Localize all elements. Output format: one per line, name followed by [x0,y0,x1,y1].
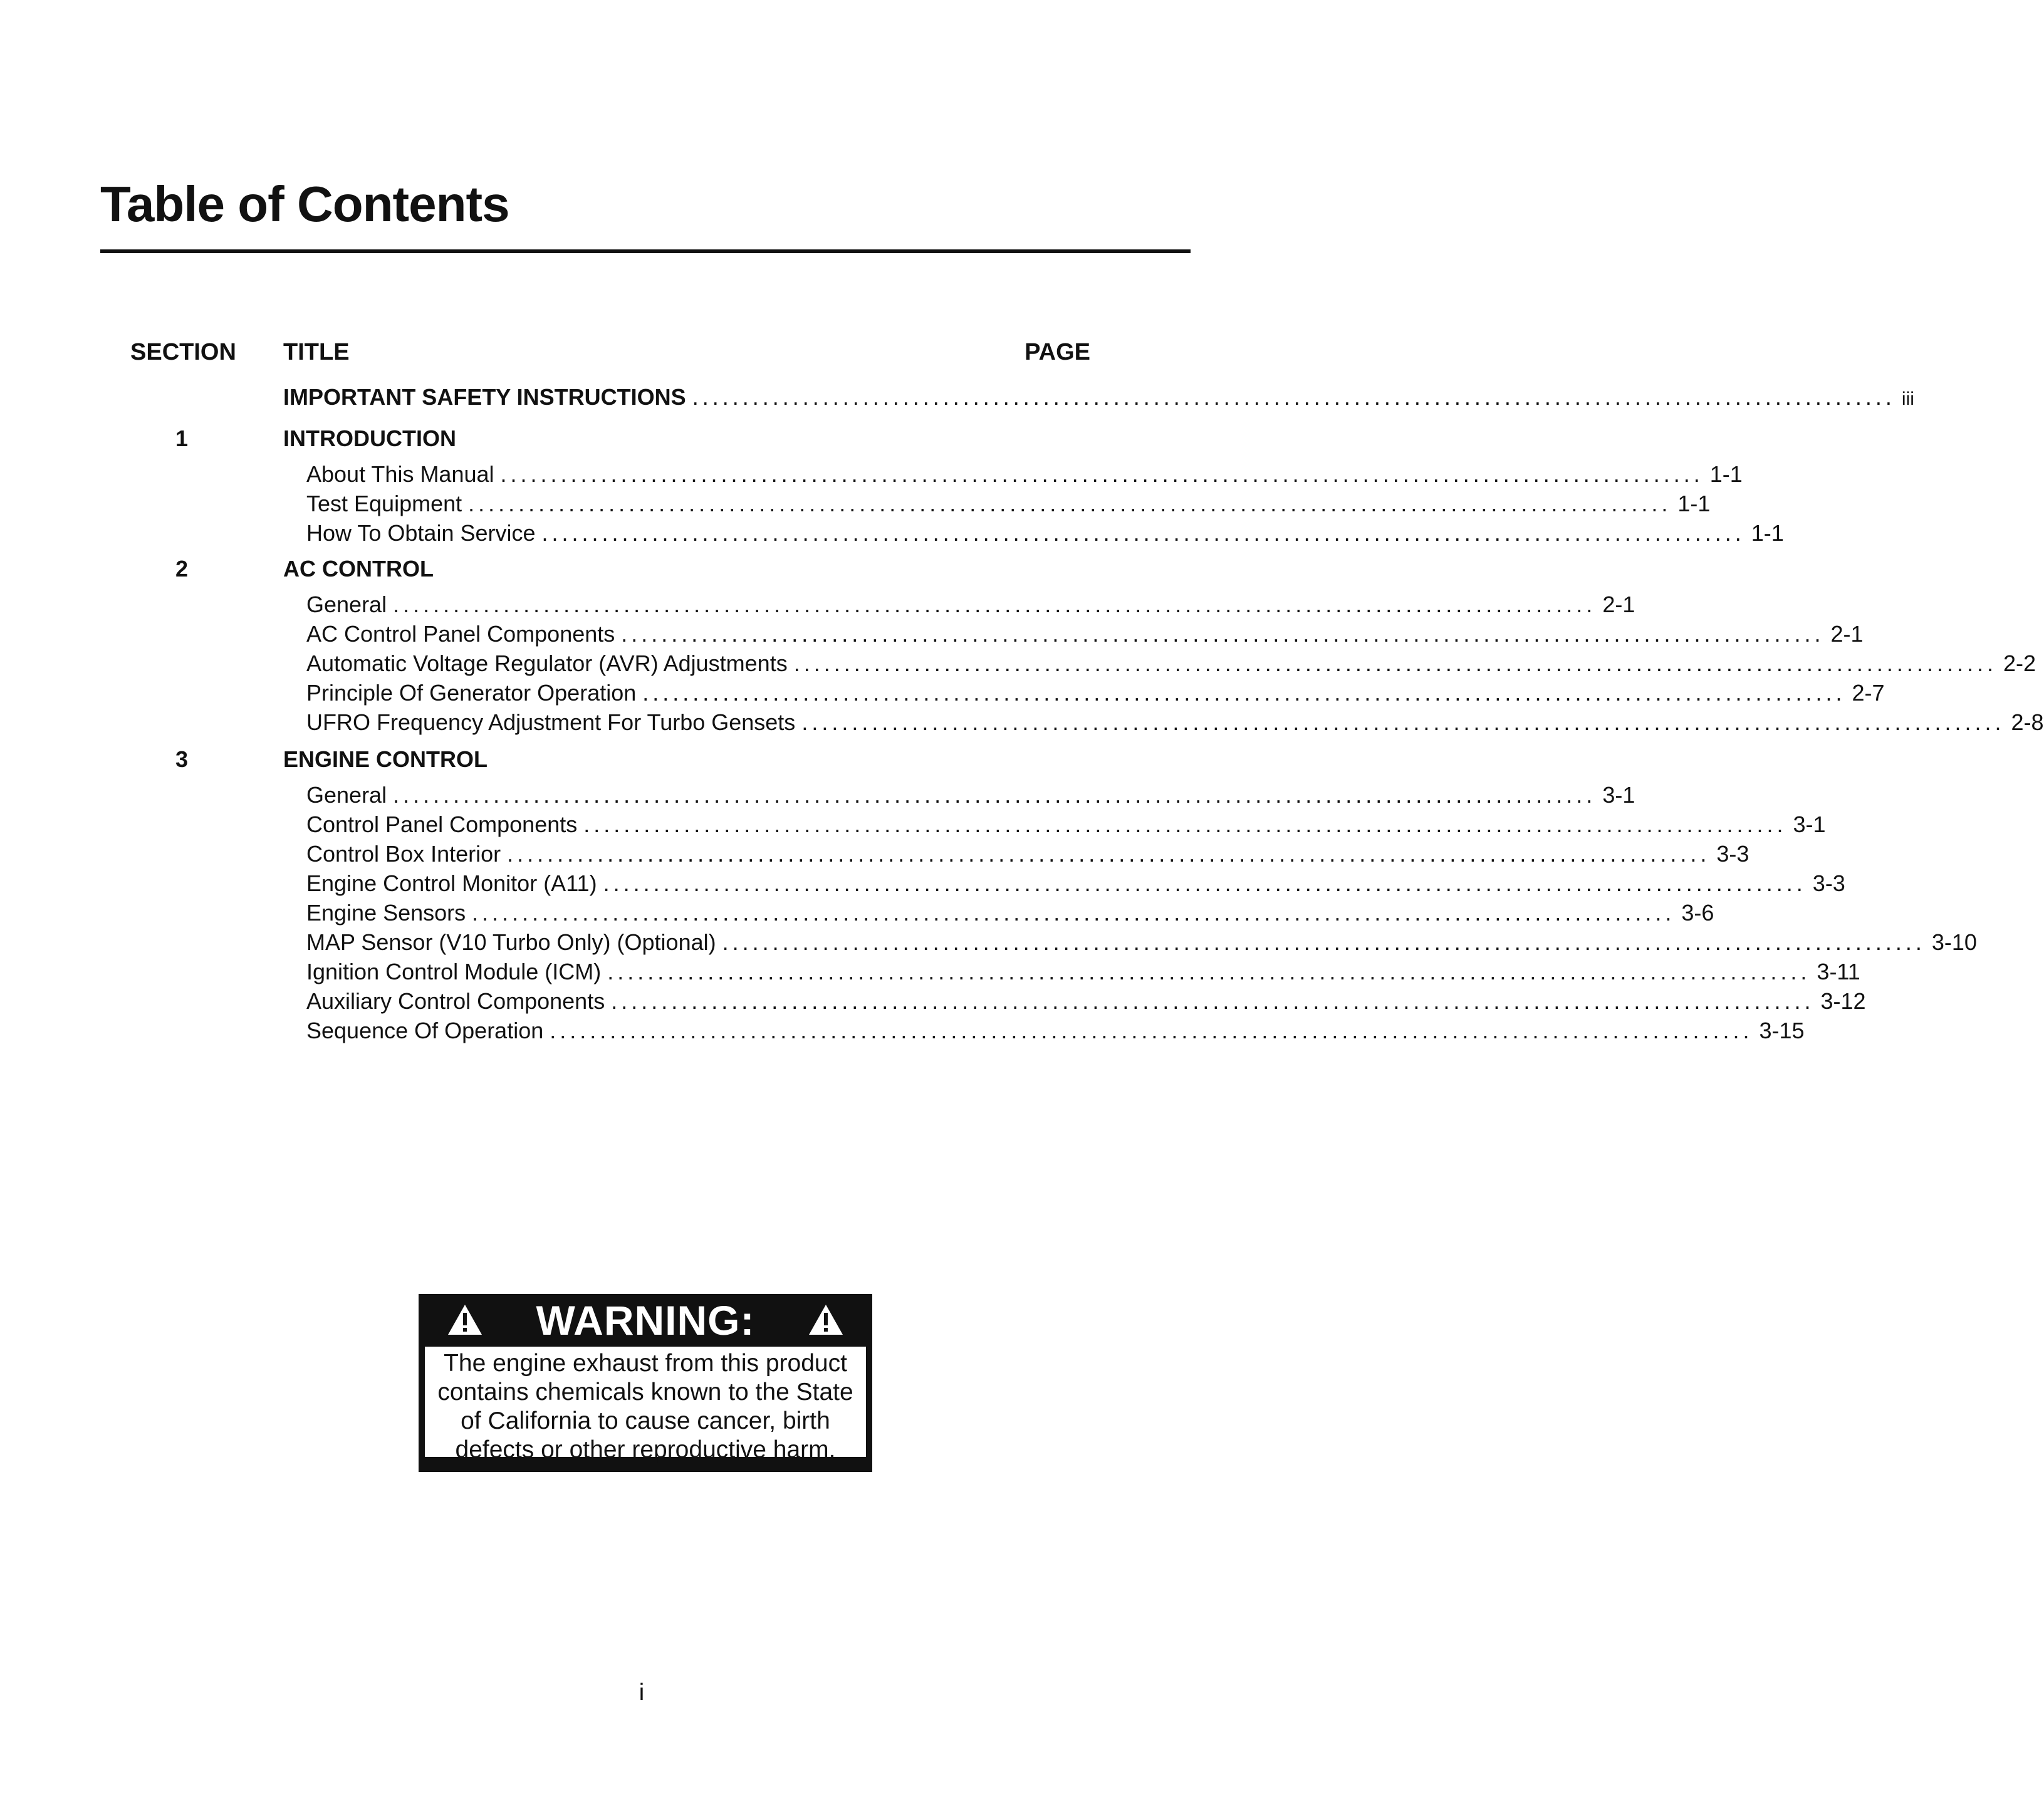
warning-line: of California to cause cancer, birth [461,1407,830,1434]
toc-entry-page: 3-11 [1817,959,1860,984]
column-header-title: TITLE [283,339,350,365]
toc-entry-label: Control Panel Components [306,811,578,837]
toc-entry-line [306,840,1749,868]
dot-leader: ........................................................................................................................ [642,680,1846,706]
dot-leader: ........................................................................................................................ [607,959,1811,984]
toc-entry[interactable] [0,461,1743,488]
toc-entry-label: Control Box Interior [306,841,501,867]
toc-entry[interactable] [0,519,1784,547]
toc-entry-label: Principle Of Generator Operation [306,680,637,706]
toc-entry-label: General [306,592,387,617]
toc-entry-line [306,620,1864,648]
toc-section-heading[interactable] [0,746,1283,773]
dot-leader: ........................................................................................................................ [801,709,2005,735]
column-header-section: SECTION [130,339,236,365]
warning-line: The engine exhaust from this product [444,1350,847,1377]
warning-line: contains chemicals known to the State [437,1379,853,1406]
dot-leader: ........................................................................................................................ [468,491,1672,516]
toc-entry-line [306,591,1635,618]
toc-entry-line [283,384,1914,413]
toc-entry-page: iii [1901,389,1914,409]
toc-entry[interactable] [0,650,2036,677]
toc-entry[interactable] [0,679,1885,707]
dot-leader: ........................................................................................................................ [507,841,1711,867]
toc-entry[interactable] [0,988,1866,1015]
toc-entry-page: 3-15 [1759,1018,1805,1043]
toc-entry-label: Sequence Of Operation [306,1018,544,1043]
dot-leader: ........................................................................................................................ [793,650,1997,676]
toc-entry-page: 2-8 [2011,709,2044,735]
toc-entry-label: UFRO Frequency Adjustment For Turbo Gensets [306,709,796,735]
warning-line: defects or other reproductive harm. [455,1436,836,1463]
toc-entry-safety-instructions[interactable] [0,384,1914,411]
toc-entry-page: 2-7 [1852,680,1885,706]
toc-entry[interactable] [0,490,1711,518]
toc-entry[interactable] [0,1017,1805,1045]
toc-entry-label: About This Manual [306,461,494,487]
toc-entry-label: Automatic Voltage Regulator (AVR) Adjustments [306,650,788,676]
toc-entry-line [306,929,1977,956]
toc-entry-page: 3-10 [1931,929,1977,955]
dot-leader: ........................................................................................................................ [583,811,1787,837]
warning-box [419,1294,872,1472]
toc-entry-line [306,781,1635,809]
toc-entry[interactable] [0,781,1635,809]
toc-entry-page: 3-1 [1793,811,1826,837]
section-title: ENGINE CONTROL [283,746,488,772]
dot-leader: ........................................................................................................................ [393,782,1597,808]
warning-triangle-icon [807,1303,845,1337]
toc-entry-line [306,709,2044,736]
toc-entry-line [306,650,2036,677]
page-number: i [639,1679,645,1706]
warning-heading: WARNING: [536,1297,755,1344]
toc-entry[interactable] [0,958,1860,986]
page-title: Table of Contents [100,176,509,232]
toc-entry-page: 1-1 [1709,461,1743,487]
toc-entry-page: 3-12 [1820,988,1866,1014]
toc-entry-page: 1-1 [1751,520,1784,546]
section-title: AC CONTROL [283,556,434,582]
toc-entry[interactable] [0,929,1977,956]
column-header-page: PAGE [1025,339,1090,365]
toc-entry-page: 2-2 [2003,650,2036,676]
toc-entry[interactable] [0,870,1845,897]
toc-entry-label: MAP Sensor (V10 Turbo Only) (Optional) [306,929,716,955]
toc-entry-label: General [306,782,387,808]
toc-entry-line [306,870,1845,897]
toc-entry-page: 2-1 [1602,592,1635,617]
toc-entry[interactable] [0,709,2044,736]
toc-entry[interactable] [0,840,1749,868]
toc-entry-line [306,461,1743,488]
dot-leader: ........................................................................................................................ [611,988,1815,1014]
toc-entry-page: 1-1 [1677,491,1711,516]
toc-entry-line [306,1017,1805,1045]
dot-leader: ........................................................................................................................ [550,1018,1753,1043]
dot-leader: ........................................................................................................................ [621,621,1825,647]
section-number: 3 [175,746,189,772]
toc-entry[interactable] [0,591,1635,618]
toc-entry-label: Ignition Control Module (ICM) [306,959,602,984]
dot-leader: ........................................................................................................................ [603,870,1807,896]
section-title: INTRODUCTION [283,425,456,451]
toc-entry-label: AC Control Panel Components [306,621,615,647]
section-number: 1 [175,425,189,451]
toc-section-heading[interactable] [0,555,1283,583]
toc-entry[interactable] [0,811,1826,838]
dot-leader: ........................................................................................................................ [692,384,1895,410]
toc-entry-page: 3-3 [1812,870,1845,896]
dot-leader: ........................................................................................................................ [472,900,1676,926]
dot-leader: ........................................................................................................................ [722,929,1926,955]
toc-entry-label: Auxiliary Control Components [306,988,605,1014]
toc-entry-line [306,811,1826,838]
toc-entry-label: IMPORTANT SAFETY INSTRUCTIONS [283,384,686,410]
dot-leader: ........................................................................................................................ [393,592,1597,617]
toc-entry-line [306,958,1860,986]
toc-entry-label: How To Obtain Service [306,520,536,546]
toc-entry-page: 3-6 [1681,900,1714,926]
dot-leader: ........................................................................................................................ [541,520,1745,546]
toc-entry[interactable] [0,899,1714,927]
toc-entry-page: 3-3 [1716,841,1749,867]
toc-entry-line [306,988,1866,1015]
toc-entry-line [306,490,1711,518]
toc-entry-line [306,679,1885,707]
toc-entry[interactable] [0,620,1864,648]
title-divider [100,249,1191,253]
toc-section-heading[interactable] [0,425,1283,452]
toc-entry-line [306,519,1784,547]
toc-entry-label: Engine Sensors [306,900,466,926]
toc-entry-page: 3-1 [1602,782,1635,808]
dot-leader: ........................................................................................................................ [500,461,1704,487]
warning-header [425,1294,866,1347]
warning-triangle-icon [446,1303,484,1337]
toc-entry-label: Test Equipment [306,491,462,516]
section-number: 2 [175,556,189,582]
warning-body [425,1347,866,1463]
toc-entry-label: Engine Control Monitor (A11) [306,870,597,896]
toc-entry-page: 2-1 [1830,621,1864,647]
toc-entry-line [306,899,1714,927]
